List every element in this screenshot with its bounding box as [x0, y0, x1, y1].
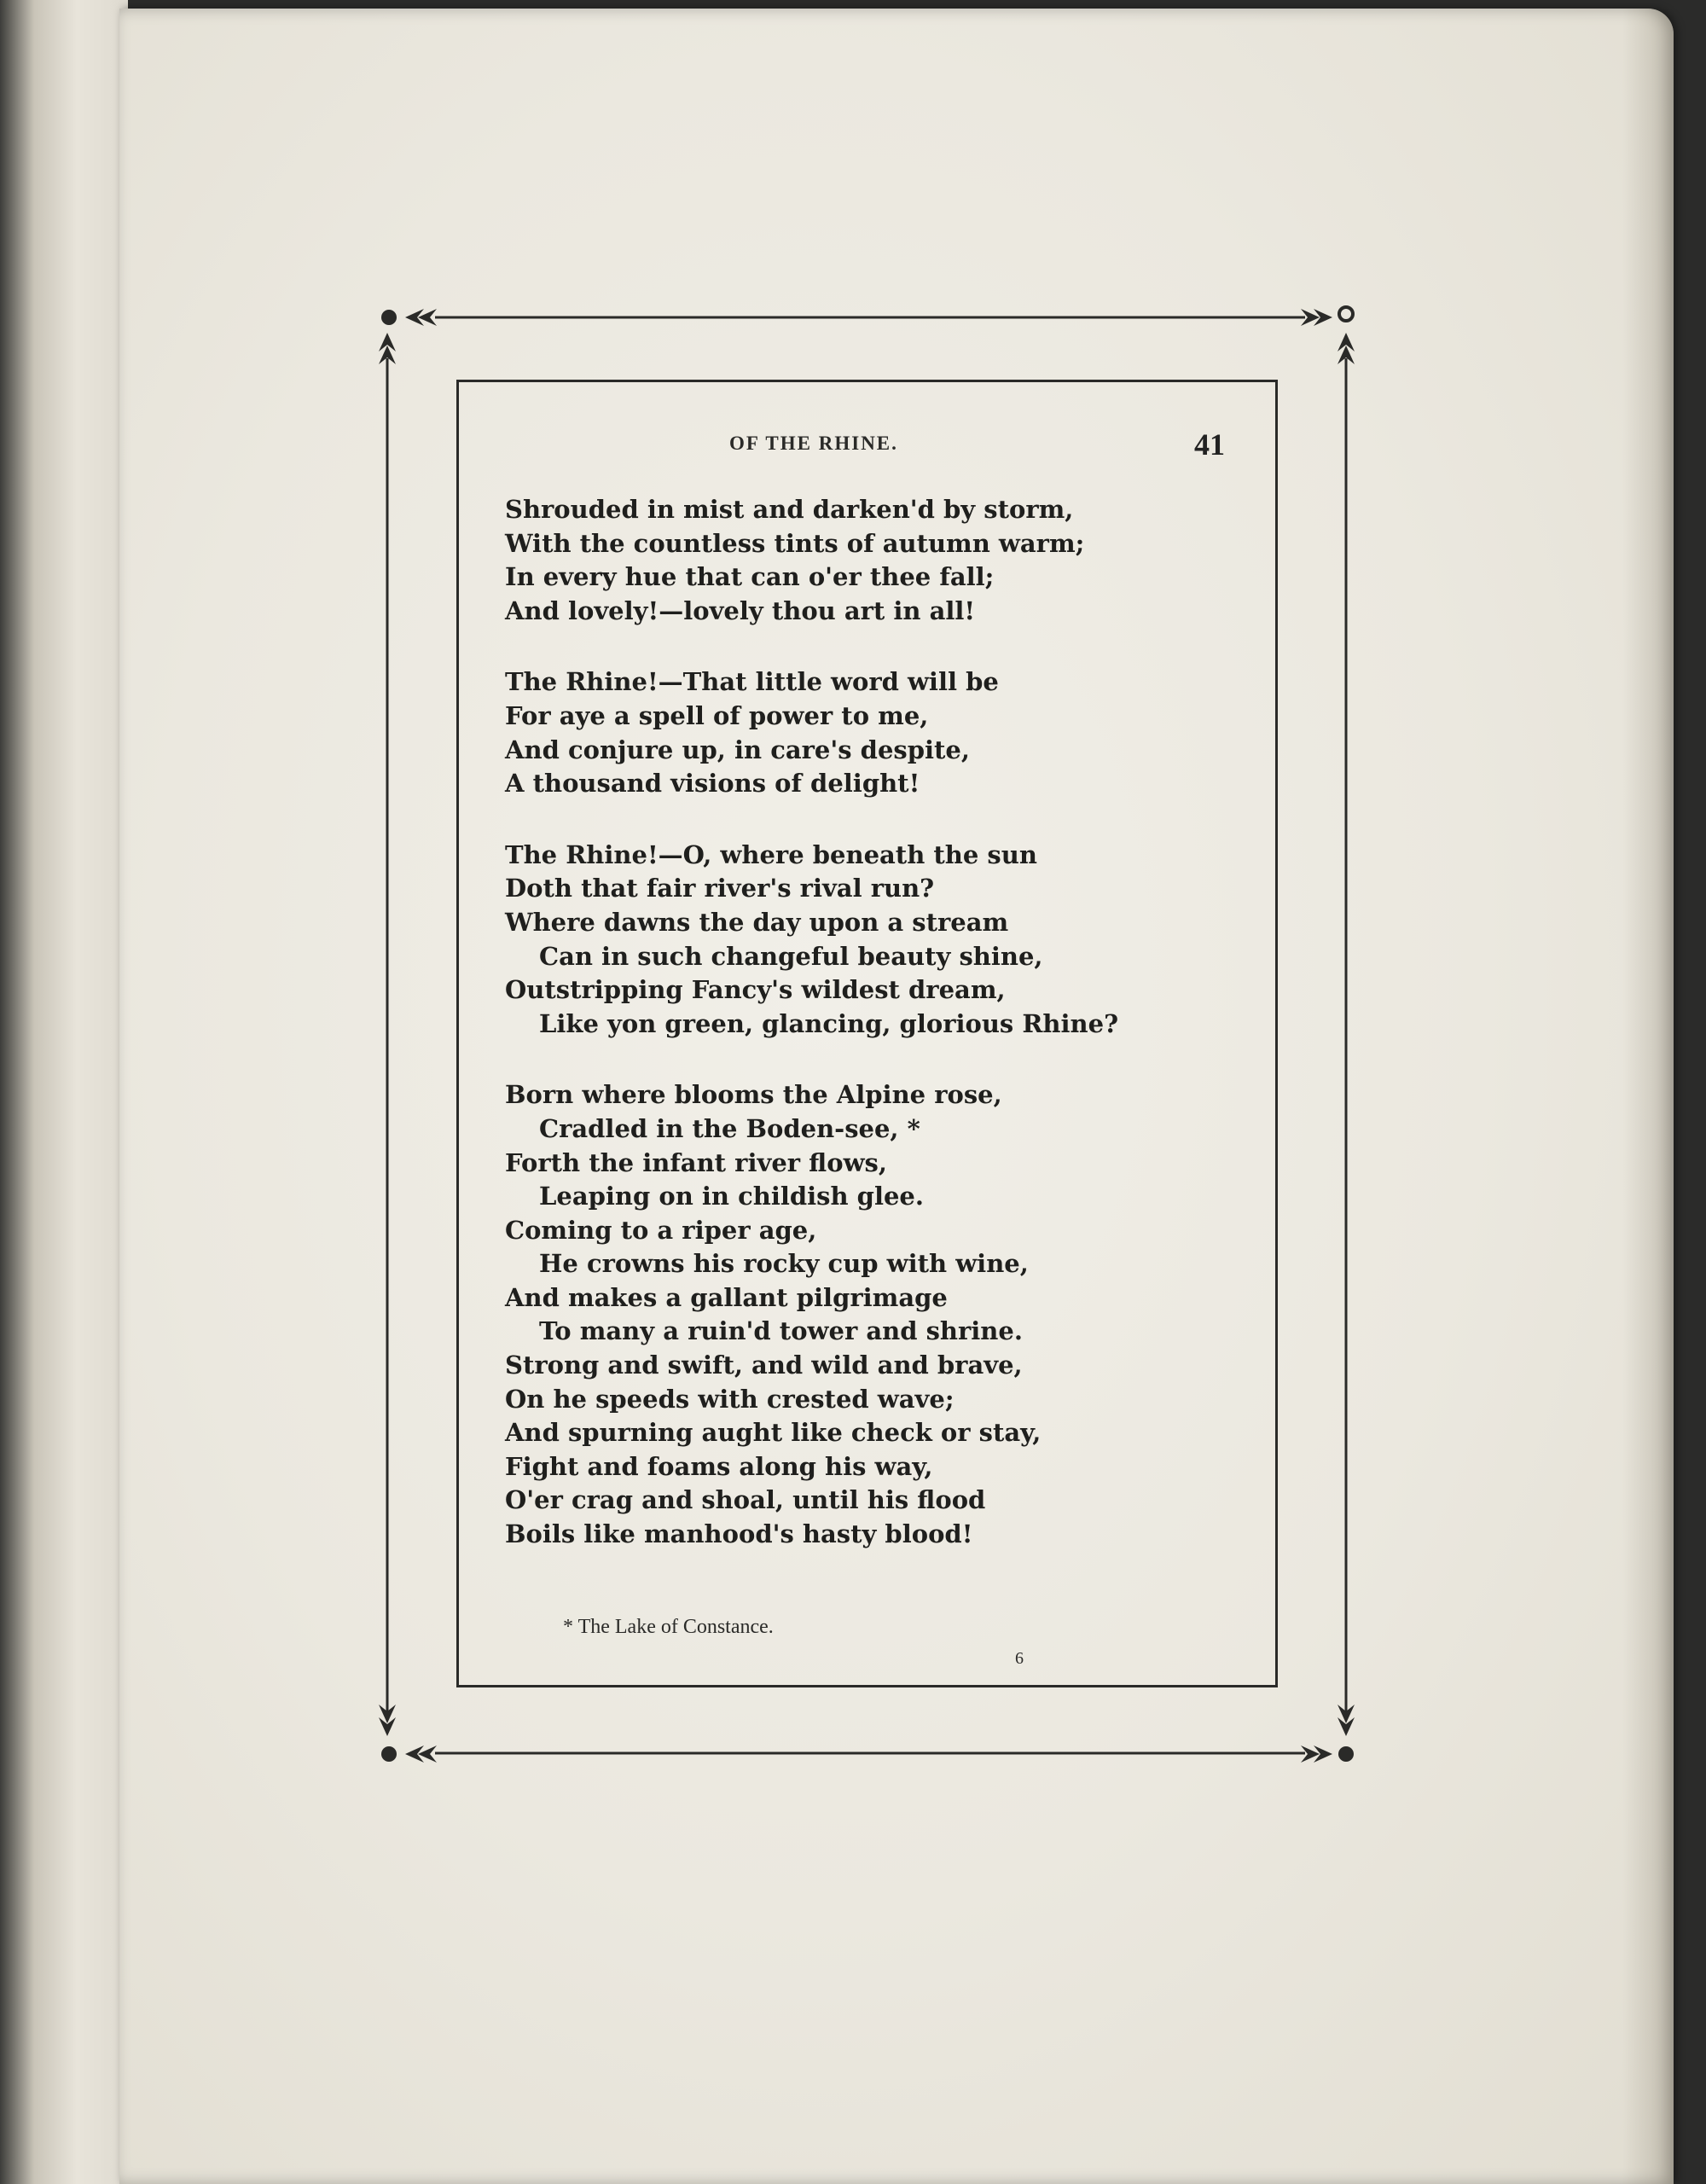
- stanza: [505, 839, 1247, 1042]
- poem-text: [505, 493, 1247, 1589]
- poem-line: Cradled in the Boden-see, *: [539, 1113, 920, 1143]
- poem-line: For aye a spell of power to me,: [505, 700, 929, 730]
- poem-line: A thousand visions of delight!: [505, 769, 920, 799]
- poem-line: Coming to a riper age,: [505, 1215, 817, 1245]
- arrow-ornament-icon: [1301, 1745, 1332, 1763]
- arrow-ornament-icon: [1301, 309, 1332, 326]
- poem-line: And lovely!—lovely thou art in all!: [505, 595, 976, 625]
- page-number: 41: [1194, 427, 1225, 462]
- stanza: [505, 493, 1247, 628]
- poem-line: O'er crag and shoal, until his flood: [505, 1485, 986, 1515]
- poem-line: Like yon green, glancing, glorious Rhine?: [539, 1008, 1119, 1038]
- poem-line: And conjure up, in care's despite,: [505, 735, 970, 764]
- poem-line: Outstripping Fancy's wildest dream,: [505, 975, 1006, 1005]
- poem-line: He crowns his rocky cup with wine,: [539, 1249, 1029, 1279]
- corner-rosette-icon: [381, 310, 397, 325]
- poem-line: And makes a gallant pilgrimage: [505, 1282, 948, 1312]
- stanza: [505, 1078, 1247, 1551]
- poem-line: With the countless tints of autumn warm;: [505, 528, 1085, 558]
- poem-line: The Rhine!—O, where beneath the sun: [505, 839, 1037, 869]
- footnote: * The Lake of Constance.: [563, 1616, 774, 1638]
- poem-line: In every hue that can o'er thee fall;: [505, 562, 995, 592]
- poem-line: To many a ruin'd tower and shrine.: [539, 1316, 1023, 1346]
- running-head: OF THE RHINE.: [729, 433, 898, 454]
- poem-line: The Rhine!—That little word will be: [505, 667, 999, 697]
- poem-line: Where dawns the day upon a stream: [505, 907, 1009, 937]
- poem-line: Forth the infant river flows,: [505, 1147, 887, 1177]
- poem-line: Strong and swift, and wild and brave,: [505, 1350, 1023, 1380]
- poem-line: Leaping on in childish glee.: [539, 1182, 924, 1211]
- poem-line: Doth that fair river's rival run?: [505, 874, 935, 903]
- stanza: [505, 665, 1247, 800]
- poem-line: Born where blooms the Alpine rose,: [505, 1080, 1002, 1110]
- poem-line: Can in such changeful beauty shine,: [539, 941, 1043, 971]
- corner-rosette-icon: [1339, 307, 1353, 321]
- arrow-ornament-icon: [405, 1745, 437, 1763]
- corner-rosette-icon: [381, 1746, 397, 1762]
- arrow-ornament-icon: [405, 309, 437, 326]
- signature-mark: 6: [1015, 1649, 1024, 1668]
- poem-line: On he speeds with crested wave;: [505, 1384, 955, 1414]
- poem-line: Fight and foams along his way,: [505, 1451, 933, 1481]
- poem-line: And spurning aught like check or stay,: [505, 1418, 1042, 1448]
- poem-line: Shrouded in mist and darken'd by storm,: [505, 495, 1074, 524]
- poem-line: Boils like manhood's hasty blood!: [505, 1519, 973, 1549]
- corner-rosette-icon: [1338, 1746, 1354, 1762]
